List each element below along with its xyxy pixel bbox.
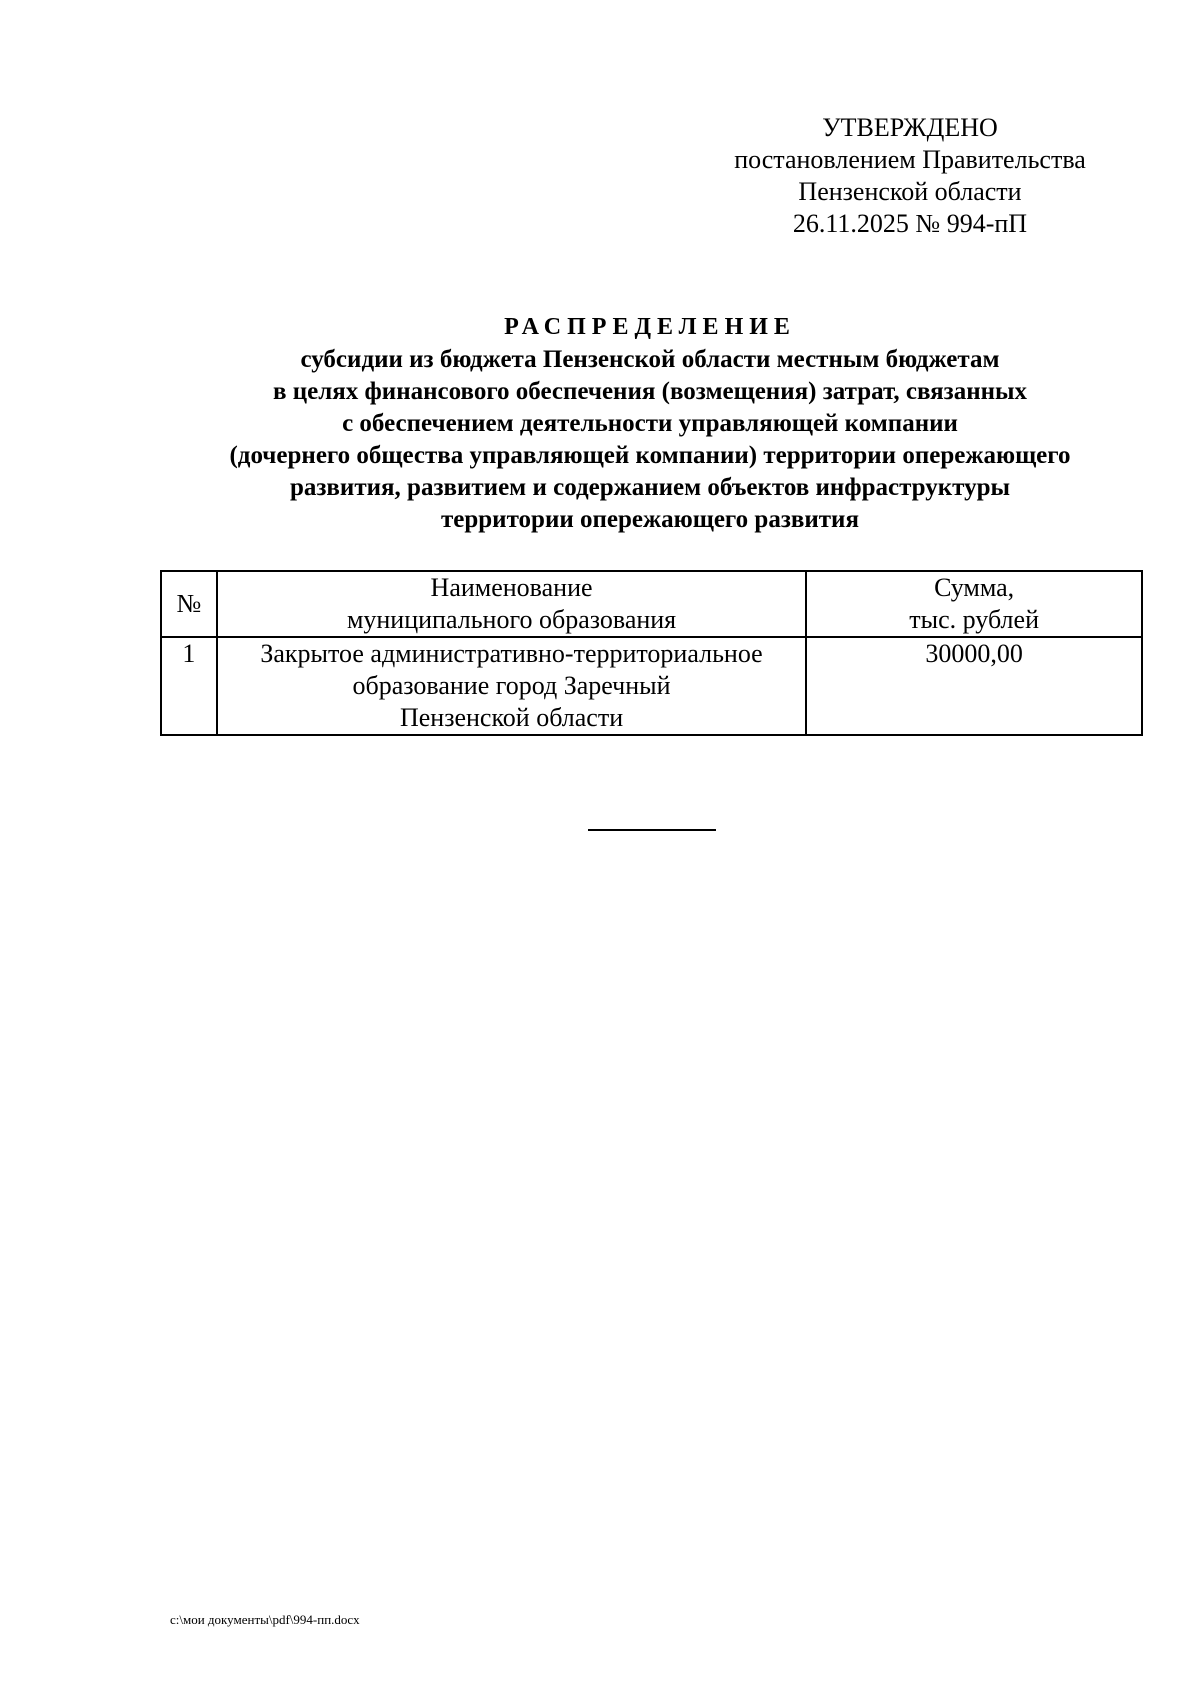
title-subtitle bbox=[100, 344, 1200, 536]
title-line: территории опережающего развития bbox=[441, 506, 859, 533]
table-header-row bbox=[161, 571, 1142, 637]
distribution-table bbox=[160, 570, 1143, 736]
header-name bbox=[217, 571, 806, 637]
approval-label: УТВЕРЖДЕНО bbox=[822, 113, 998, 142]
header-sum-line: Сумма, bbox=[934, 573, 1015, 602]
approval-date-number: 26.11.2025 № 994-пП bbox=[792, 209, 1028, 238]
header-sum bbox=[806, 571, 1142, 637]
approval-stamp bbox=[660, 112, 1160, 240]
title-heading: РАСПРЕДЕЛЕНИЕ bbox=[504, 314, 796, 340]
header-name-line: муниципального образования bbox=[346, 605, 677, 634]
end-divider bbox=[588, 829, 716, 831]
approval-region: Пензенской области bbox=[798, 177, 1022, 206]
title-line: развития, развитием и содержанием объектов инфраструктуры bbox=[289, 474, 1011, 501]
table-row bbox=[161, 637, 1142, 735]
row-name-line: Пензенской области bbox=[399, 703, 624, 732]
header-name-line: Наименование bbox=[430, 573, 593, 602]
header-sum-line: тыс. рублей bbox=[909, 605, 1039, 634]
document-title bbox=[100, 310, 1200, 536]
approval-issuer: постановлением Правительства bbox=[734, 145, 1086, 174]
title-line: с обеспечением деятельности управляющей компании bbox=[342, 410, 958, 437]
title-line: в целях финансового обеспечения (возмещения) затрат, связанных bbox=[272, 378, 1028, 405]
row-number: 1 bbox=[161, 637, 217, 735]
row-name bbox=[217, 637, 806, 735]
footer-file-path: c:\мои документы\pdf\994-пп.docx bbox=[170, 1612, 360, 1627]
row-sum: 30000,00 bbox=[806, 637, 1142, 735]
title-line: (дочернего общества управляющей компании) территории опережающего bbox=[229, 442, 1071, 469]
row-name-line: образование город Заречный bbox=[352, 671, 671, 700]
title-line: субсидии из бюджета Пензенской области местным бюджетам bbox=[300, 346, 1000, 373]
header-number: № bbox=[161, 571, 217, 637]
row-name-line: Закрытое административно-территориальное bbox=[260, 639, 763, 668]
